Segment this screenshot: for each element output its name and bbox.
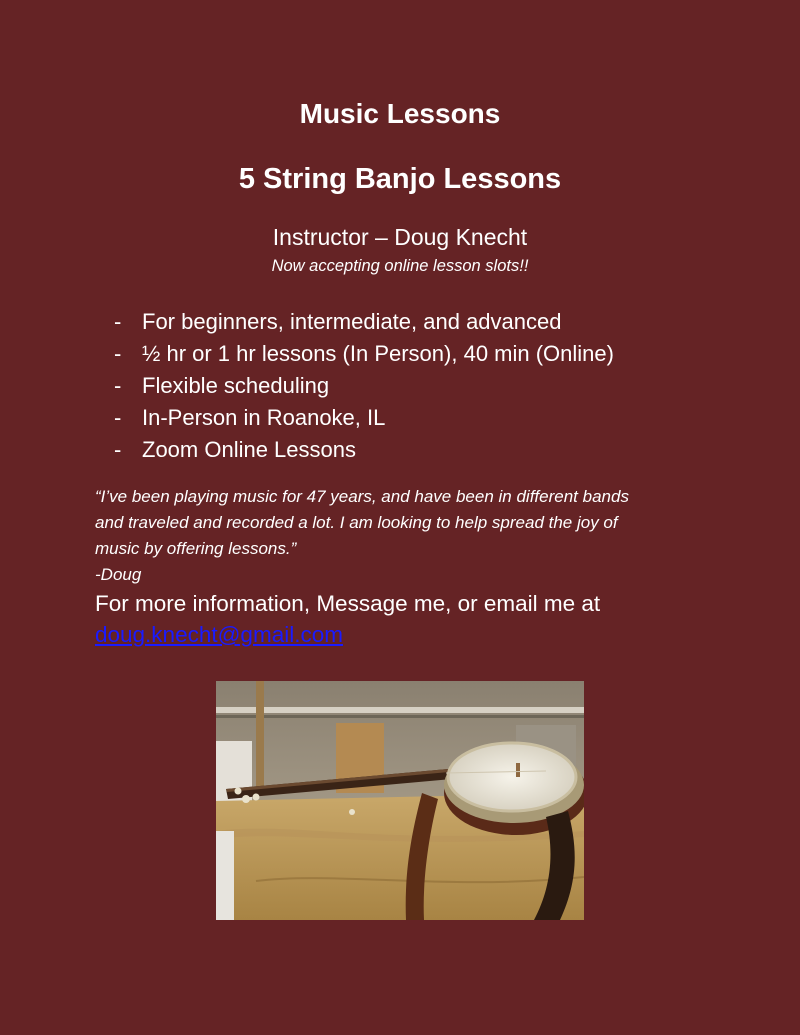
banjo-photo — [216, 681, 584, 920]
list-item — [114, 370, 614, 402]
contact-text: For more information, Message me, or email me at — [95, 591, 601, 616]
quote-line: music by offering lessons.” — [95, 539, 297, 558]
accepting-note: Now accepting online lesson slots!! — [271, 257, 529, 275]
list-item — [114, 402, 614, 434]
quote-signature: -Doug — [95, 565, 142, 584]
feature-text: ½ hr or 1 hr lessons (In Person), 40 min (Online) — [142, 341, 614, 366]
instructor-name: Instructor – Doug Knecht — [272, 224, 528, 250]
bullet-dash: - — [114, 437, 122, 462]
list-item — [114, 306, 614, 338]
page-title: Music Lessons — [299, 98, 501, 129]
bullet-dash: - — [114, 373, 122, 398]
contact-info — [95, 588, 735, 650]
feature-text: For beginners, intermediate, and advanced — [142, 309, 562, 334]
feature-text: In-Person in Roanoke, IL — [142, 405, 386, 430]
bullet-dash: - — [114, 309, 122, 334]
quote-line: “I’ve been playing music for 47 years, and have been in different bands — [95, 487, 629, 506]
bullet-dash: - — [114, 405, 122, 430]
feature-text: Zoom Online Lessons — [142, 437, 356, 462]
bullet-dash: - — [114, 341, 122, 366]
feature-list — [114, 306, 614, 466]
list-item — [114, 338, 614, 370]
lesson-subtitle: 5 String Banjo Lessons — [238, 163, 562, 195]
quote-line: and traveled and recorded a lot. I am looking to help spread the joy of — [95, 513, 618, 532]
feature-text: Flexible scheduling — [142, 373, 330, 398]
list-item — [114, 434, 614, 466]
email-link[interactable]: doug.knecht@gmail.com — [95, 622, 343, 647]
testimonial-quote — [95, 484, 735, 588]
